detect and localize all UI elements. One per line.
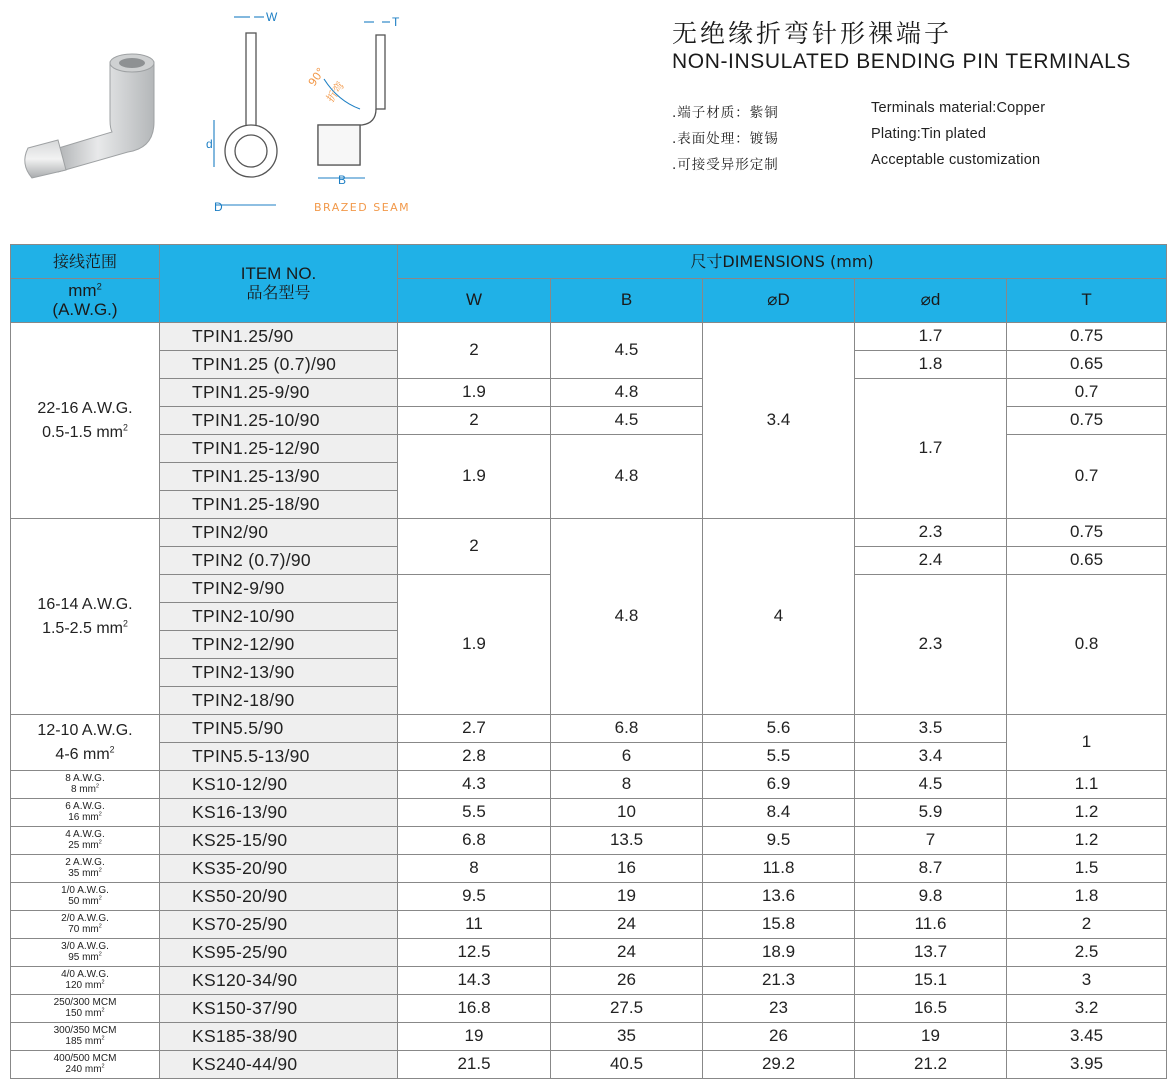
range-cell: 2 A.W.G. 35 $mm^2$ [11, 855, 160, 883]
outer-d-cell: 5.5 [703, 743, 855, 771]
spec-material-cn: .端子材质：紫铜 [672, 105, 779, 121]
range-cell: 4/0 A.W.G. 120 $mm^2$ [11, 967, 160, 995]
outer-d-cell: 26 [703, 1023, 855, 1051]
inner-d-cell: 16.5 [855, 995, 1007, 1023]
w-cell: 12.5 [398, 939, 551, 967]
w-cell: 2 [398, 519, 551, 575]
table-row [11, 799, 1167, 827]
title-chinese: 无绝缘折弯针形裸端子 [672, 19, 953, 48]
w-cell: 21.5 [398, 1051, 551, 1079]
t-cell: 0.8 [1007, 575, 1167, 715]
item-header-en: ITEM NO. [240, 264, 317, 284]
outer-d-cell: 4 [703, 519, 855, 715]
b-cell: 19 [551, 883, 703, 911]
item-cell: TPIN1.25-13/90 [160, 463, 398, 491]
item-cell: KS150-37/90 [160, 995, 398, 1023]
b-cell: 4.8 [551, 519, 703, 715]
item-header-cn: 品名型号 [246, 283, 311, 303]
spec-custom-en: Acceptable customization [871, 152, 1041, 168]
outer-d-cell: 3.4 [703, 323, 855, 519]
outer-d-cell: 18.9 [703, 939, 855, 967]
outer-d-cell: 9.5 [703, 827, 855, 855]
range-cell: 3/0 A.W.G. 95 $mm^2$ [11, 939, 160, 967]
item-cell: TPIN2-9/90 [160, 575, 398, 603]
inner-d-cell: 3.5 [855, 715, 1007, 743]
b-cell: 6.8 [551, 715, 703, 743]
w-dimension-label: W [266, 10, 278, 24]
item-cell: KS10-12/90 [160, 771, 398, 799]
table-row [11, 519, 1167, 547]
b-cell: 4.8 [551, 435, 703, 519]
t-cell: 0.75 [1007, 323, 1167, 351]
item-cell: TPIN2 (0.7)/90 [160, 547, 398, 575]
table-row [11, 827, 1167, 855]
w-cell: 19 [398, 1023, 551, 1051]
item-cell: KS70-25/90 [160, 911, 398, 939]
b-cell: 4.5 [551, 323, 703, 379]
w-cell: 6.8 [398, 827, 551, 855]
inner-d-cell: 7 [855, 827, 1007, 855]
range-cell: 2/0 A.W.G. 70 $mm^2$ [11, 911, 160, 939]
header-area [0, 0, 1176, 240]
table-row [11, 939, 1167, 967]
inner-d-cell: 2.3 [855, 519, 1007, 547]
w-cell: 14.3 [398, 967, 551, 995]
b-dimension-label: B [338, 173, 347, 187]
item-cell: TPIN5.5-13/90 [160, 743, 398, 771]
range-cell: 16-14 A.W.G. 1.5-2.5 $mm^2$ [11, 519, 160, 715]
b-cell: 4.8 [551, 379, 703, 407]
title-english: NON-INSULATED BENDING PIN TERMINALS [672, 50, 1131, 73]
w-cell: 2 [398, 323, 551, 379]
t-cell: 0.75 [1007, 407, 1167, 435]
d-small-dimension-label: d [206, 137, 213, 151]
b-cell: 35 [551, 1023, 703, 1051]
item-cell: KS35-20/90 [160, 855, 398, 883]
range-cell: 4 A.W.G. 25 $mm^2$ [11, 827, 160, 855]
b-cell: 24 [551, 939, 703, 967]
t-cell: 2 [1007, 911, 1167, 939]
range-cell: 250/300 MCM 150 $mm^2$ [11, 995, 160, 1023]
col-t-header: T [1007, 279, 1167, 323]
range-unit-header: $mm^2$ (A.W.G.) [11, 279, 160, 323]
b-cell: 40.5 [551, 1051, 703, 1079]
inner-d-cell: 1.8 [855, 351, 1007, 379]
item-cell: TPIN2-10/90 [160, 603, 398, 631]
w-cell: 11 [398, 911, 551, 939]
angle-label: 90° [305, 65, 328, 89]
item-cell: TPIN2-12/90 [160, 631, 398, 659]
range-cell: 22-16 A.W.G. 0.5-1.5 $mm^2$ [11, 323, 160, 519]
t-cell: 0.75 [1007, 519, 1167, 547]
b-cell: 6 [551, 743, 703, 771]
t-cell: 0.65 [1007, 351, 1167, 379]
item-cell: KS120-34/90 [160, 967, 398, 995]
dimension-drawing [200, 5, 440, 225]
w-cell: 1.9 [398, 575, 551, 715]
t-cell: 3 [1007, 967, 1167, 995]
outer-d-cell: 11.8 [703, 855, 855, 883]
w-cell: 1.9 [398, 379, 551, 407]
table-row [11, 323, 1167, 351]
w-cell: 2 [398, 407, 551, 435]
item-cell: TPIN1.25 (0.7)/90 [160, 351, 398, 379]
table-row [11, 379, 1167, 407]
table-row [11, 771, 1167, 799]
table-row [11, 1023, 1167, 1051]
t-cell: 0.65 [1007, 547, 1167, 575]
outer-d-cell: 15.8 [703, 911, 855, 939]
t-cell: 0.7 [1007, 379, 1167, 407]
inner-d-cell: 8.7 [855, 855, 1007, 883]
item-cell: KS185-38/90 [160, 1023, 398, 1051]
spec-custom-cn: .可接受异形定制 [672, 157, 779, 173]
w-cell: 4.3 [398, 771, 551, 799]
table-row [11, 883, 1167, 911]
w-cell: 2.7 [398, 715, 551, 743]
inner-d-cell: 19 [855, 1023, 1007, 1051]
t-cell: 1.2 [1007, 799, 1167, 827]
inner-d-cell: 2.4 [855, 547, 1007, 575]
spec-plating-cn: .表面处理：镀锡 [672, 131, 779, 147]
item-cell: KS25-15/90 [160, 827, 398, 855]
inner-d-cell: 9.8 [855, 883, 1007, 911]
table-row [11, 855, 1167, 883]
t-cell: 3.95 [1007, 1051, 1167, 1079]
t-cell: 1.5 [1007, 855, 1167, 883]
table-row [11, 1051, 1167, 1079]
item-header [160, 245, 398, 323]
outer-d-cell: 29.2 [703, 1051, 855, 1079]
item-cell: TPIN2-13/90 [160, 659, 398, 687]
dimensions-header: 尺寸DIMENSIONS (mm) [398, 245, 1167, 279]
table-row [11, 967, 1167, 995]
b-cell: 13.5 [551, 827, 703, 855]
outer-d-cell: 21.3 [703, 967, 855, 995]
range-cell: 300/350 MCM 185 $mm^2$ [11, 1023, 160, 1051]
inner-d-cell: 2.3 [855, 575, 1007, 715]
outer-d-cell: 23 [703, 995, 855, 1023]
item-cell: TPIN1.25/90 [160, 323, 398, 351]
b-cell: 27.5 [551, 995, 703, 1023]
b-cell: 16 [551, 855, 703, 883]
item-cell: TPIN5.5/90 [160, 715, 398, 743]
table-row [11, 911, 1167, 939]
w-cell: 2.8 [398, 743, 551, 771]
brazed-seam-label: BRAZED SEAM [314, 201, 411, 214]
t-cell: 2.5 [1007, 939, 1167, 967]
item-cell: TPIN2-18/90 [160, 687, 398, 715]
inner-d-cell: 4.5 [855, 771, 1007, 799]
item-cell: KS50-20/90 [160, 883, 398, 911]
inner-d-cell: 1.7 [855, 323, 1007, 351]
item-cell: TPIN2/90 [160, 519, 398, 547]
t-cell: 0.7 [1007, 435, 1167, 519]
w-cell: 9.5 [398, 883, 551, 911]
table-row [11, 995, 1167, 1023]
spec-plating-en: Plating:Tin plated [871, 126, 987, 142]
inner-d-cell: 5.9 [855, 799, 1007, 827]
item-cell: TPIN1.25-18/90 [160, 491, 398, 519]
outer-d-cell: 6.9 [703, 771, 855, 799]
range-cell: 1/0 A.W.G. 50 $mm^2$ [11, 883, 160, 911]
item-cell: TPIN1.25-10/90 [160, 407, 398, 435]
b-cell: 8 [551, 771, 703, 799]
outer-d-cell: 13.6 [703, 883, 855, 911]
inner-d-cell: 15.1 [855, 967, 1007, 995]
range-cell: 8 A.W.G. 8 $mm^2$ [11, 771, 160, 799]
col-outer-d-header: ⌀D [703, 279, 855, 323]
dimensions-table [10, 244, 1167, 1079]
item-cell: KS240-44/90 [160, 1051, 398, 1079]
inner-d-cell: 11.6 [855, 911, 1007, 939]
inner-d-cell: 1.7 [855, 379, 1007, 519]
col-inner-d-header: ⌀d [855, 279, 1007, 323]
t-cell: 1.2 [1007, 827, 1167, 855]
item-cell: TPIN1.25-9/90 [160, 379, 398, 407]
w-cell: 16.8 [398, 995, 551, 1023]
outer-d-cell: 5.6 [703, 715, 855, 743]
w-cell: 1.9 [398, 435, 551, 519]
t-dimension-label: T [392, 15, 400, 29]
bend-label: 折弯 [323, 79, 348, 105]
col-b-header: B [551, 279, 703, 323]
col-w-header: W [398, 279, 551, 323]
w-cell: 5.5 [398, 799, 551, 827]
t-cell: 1.8 [1007, 883, 1167, 911]
item-cell: KS95-25/90 [160, 939, 398, 967]
t-cell: 3.2 [1007, 995, 1167, 1023]
range-cell: 6 A.W.G. 16 $mm^2$ [11, 799, 160, 827]
b-cell: 24 [551, 911, 703, 939]
item-cell: TPIN1.25-12/90 [160, 435, 398, 463]
inner-d-cell: 13.7 [855, 939, 1007, 967]
t-cell: 1.1 [1007, 771, 1167, 799]
bent-pin-terminal-image [18, 52, 188, 192]
range-cell: 400/500 MCM 240 $mm^2$ [11, 1051, 160, 1079]
d-big-dimension-label: D [214, 200, 223, 214]
table-row [11, 743, 1167, 771]
t-cell: 1 [1007, 715, 1167, 771]
item-cell: KS16-13/90 [160, 799, 398, 827]
range-header-cn: 接线范围 [11, 245, 160, 279]
w-cell: 8 [398, 855, 551, 883]
b-cell: 4.5 [551, 407, 703, 435]
table-row [11, 715, 1167, 743]
spec-material-en: Terminals material:Copper [871, 100, 1046, 116]
b-cell: 26 [551, 967, 703, 995]
t-cell: 3.45 [1007, 1023, 1167, 1051]
b-cell: 10 [551, 799, 703, 827]
inner-d-cell: 21.2 [855, 1051, 1007, 1079]
outer-d-cell: 8.4 [703, 799, 855, 827]
inner-d-cell: 3.4 [855, 743, 1007, 771]
range-cell: 12-10 A.W.G. 4-6 $mm^2$ [11, 715, 160, 771]
